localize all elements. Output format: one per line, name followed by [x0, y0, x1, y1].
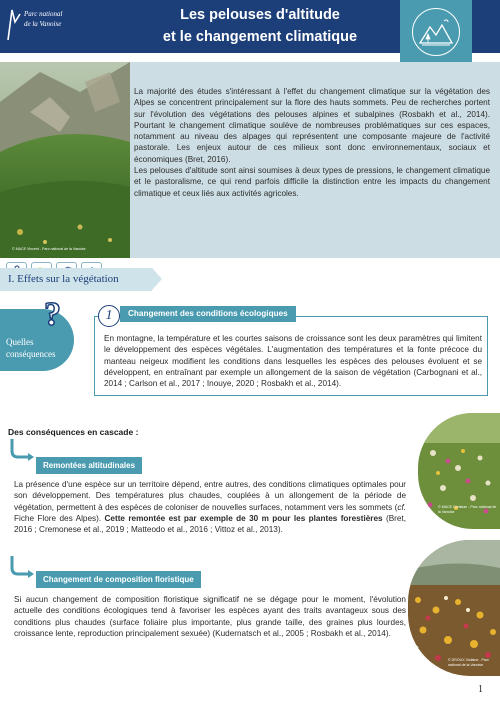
hook-arrow-icon [6, 437, 36, 461]
altitudinal-shift-text [14, 479, 406, 535]
logo-text-line2: de la Vanoise [24, 20, 62, 28]
altitudinal-shift-label: Remontées altitudinales [36, 457, 142, 474]
text-part: (Bret, 2016 ; Cremonese et al., 2019 ; Matteodo et al., 2016 ; Vittoz et al., 2013). [14, 513, 406, 535]
title-line1: Les pelouses d'altitude [180, 7, 340, 23]
text-cf: cf. [397, 502, 406, 512]
page-title [120, 4, 400, 48]
flower-field-photo [408, 540, 500, 676]
alpine-pasture-photo [0, 62, 130, 258]
question-mark-icon: ? [44, 296, 61, 333]
intro-text [134, 86, 490, 199]
floristic-composition-text: Si aucun changement de composition floristique significatif ne se dégage pour le moment, l'évolution actuelle des conditions écologiques tend à favoriser les espèces ayant des traits avantageux sous des conditions plus chaudes (surface foliaire plus importante, plus grande taille, des graines plus lourdes, croissance lente, reproduction principalement sexuée) (Kudernatsch et al., 2005 ; Rosbakh et al., 2014). [14, 595, 406, 638]
floristic-composition-label: Changement de composition floristique [36, 571, 201, 588]
photo-credit: © MACE Vincent - Parc national de la Vanoise [12, 247, 86, 251]
block-number: 1 [98, 305, 120, 327]
park-logo-icon [6, 6, 22, 42]
text-part: La présence d'une espèce sur un territoire dépend, entre autres, des conditions climatiques optimales pour son développement. Des températures plus chaudes, couplées à un allongement de la période de végétation, permettent à des espèces de coloniser de nouvelles surfaces, notamment vers les sommets ( [14, 480, 406, 512]
question-line2: conséquences [6, 349, 56, 359]
section-heading-arrow [152, 268, 162, 290]
photo-credit: © DROUX Violaine - Parc national de la Vanoise [448, 658, 489, 667]
wildflower-meadow-photo [418, 413, 500, 529]
text-bold: Cette remontée est par exemple de 30 m pour les plantes forestières [104, 513, 383, 523]
block-text: En montagne, la température et les courtes saisons de croissance sont les deux paramètres qui limitent le développement des espèces végétales. L'augmentation des températures et la fonte précoce du manteau neigeux modifient les conditions dans lesquelles les espèces des pelouses évoluent et se développent, en entraînant par exemple un allongement de la saison de végétation (Carbognani et al., 2014 ; Carlson et al., 2017 ; Inouye, 2020 ; Rosbakh et al., 2014). [104, 334, 482, 389]
intro-paragraph: Les pelouses d'altitude sont ainsi soumises à deux types de pressions, le changement climatique et le pastoralisme, ce qui rend parfois difficile la distinction entre les impacts du changement climatique et ceux liés aux activités agricoles. [134, 166, 490, 198]
block-label: Changement des conditions écologiques [120, 306, 296, 322]
photo-credit: © MACE Christian - Parc national de la Vanoise [438, 505, 497, 514]
text-part: Fiche Flore des Alpes). [14, 513, 105, 523]
section-title: I. Effets sur la végétation [8, 273, 119, 285]
page-number: 1 [478, 684, 483, 695]
intro-paragraph: La majorité des études s'intéressant à l'effet du changement climatique sur la végétation des Alpes se concentrent principalement sur la flore des hauts sommets. Peu de recherches portent sur l'évolution des végétations des pelouses alpines et subalpines (Rosbakh et al., 2014). Pourtant le changement climatique soulève de nombreuses problématiques sur ces espaces, notamment au niveau des alpages qui représentent une composante majeure de l'activité pastorale. Les enjeux autour de ces milieux sont donc environnementaux, sociaux et économiques (Bret, 2016). [134, 87, 490, 164]
logo-text-line1: Parc national [24, 10, 63, 18]
title-line2: et le changement climatique [162, 29, 358, 45]
mountain-landscape-icon [412, 8, 460, 56]
question-text [6, 336, 72, 360]
question-line1: Quelles [6, 337, 34, 347]
cascade-title: Des conséquences en cascade : [8, 427, 139, 437]
hook-arrow-icon [6, 554, 36, 578]
park-logo [6, 4, 66, 48]
